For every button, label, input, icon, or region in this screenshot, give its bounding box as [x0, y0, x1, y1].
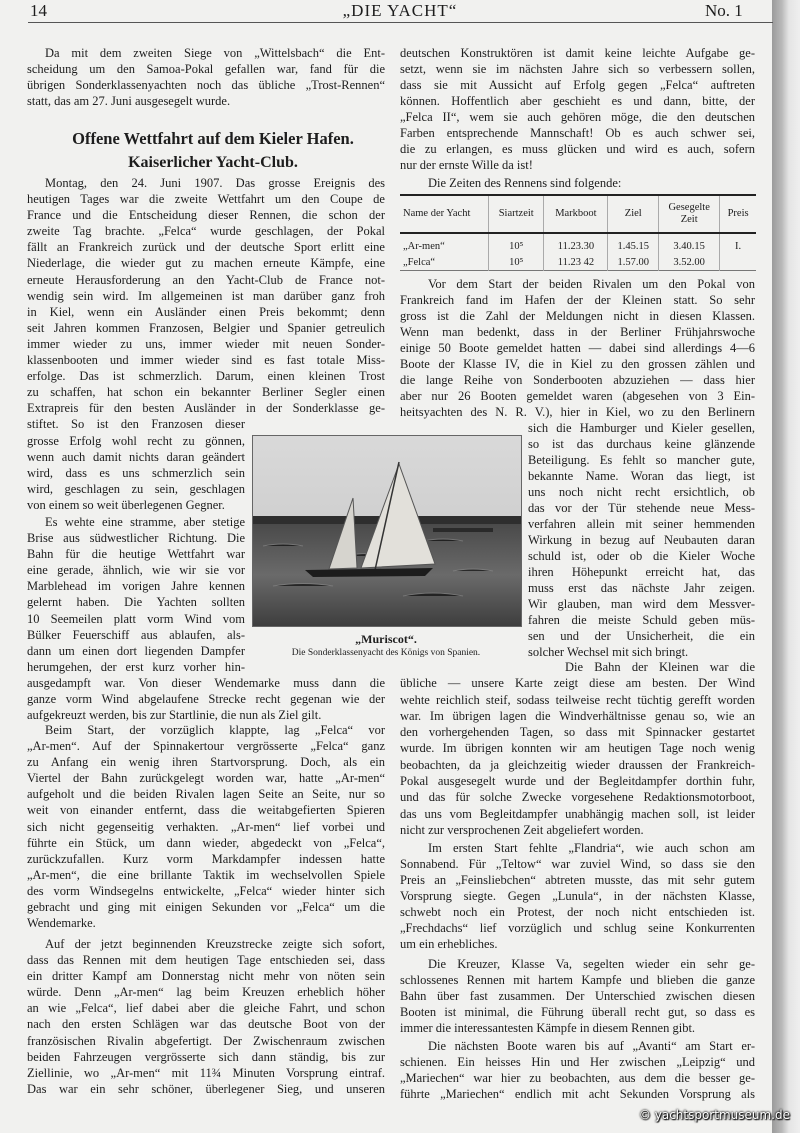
text-line: klassenbooten und immer wieder sind es fast totale Miss- — [27, 353, 385, 368]
text-line: Booten ist minimal, die Führung überall recht gut, so dass es — [400, 1005, 755, 1019]
text-line: „Ar-men“. Auf der Spinnakertour vergrösserte „Felca“ ganz — [27, 739, 385, 754]
text-line: verfahren allein mit seiner hemmenden — [528, 517, 755, 531]
text-line: wurde. Im übrigen konnten wir am heutigen Tage noch wenig — [400, 741, 755, 756]
text-line: uns noch nicht recht ersichtlich, ob — [528, 485, 755, 499]
text-line: schwebt noch ein Protest, der noch nicht entschieden ist. — [400, 905, 755, 919]
text-line: Viertel der Bahn zurückgelegt worden war, hatte „Ar-men“ — [27, 771, 385, 786]
markboat-time: 11.23 42 — [544, 254, 608, 271]
text-line: aber nur 26 Booten gemeldet waren (abgesehen von 3 Ein- — [400, 389, 755, 403]
text-line: zweite Tag brachte. „Felca“ wurde geschlagen, der Pokal — [27, 224, 385, 239]
text-line: „Mariechen“ war hier zu beobachten, aus dem die besser ge- — [400, 1071, 755, 1085]
issue-number: No. 1 — [705, 1, 743, 20]
text-line: Beim Start, der vorzüglich klappte, lag „Felca“ vor — [45, 723, 385, 737]
table-row — [400, 233, 756, 254]
text-line: bekannte Name. Woran das liegt, ist — [528, 469, 755, 483]
text-line: ein dritter Kampf am Donnerstag nicht mehr von nöten sein — [27, 969, 385, 984]
text-line: Wirkung in bezug auf Neubauten daran — [528, 533, 755, 547]
text-line: beobachten, da ja gleichzeitig wieder draussen der Frankreich- — [400, 757, 755, 772]
text-line: nur der ernste Wille da ist! — [400, 158, 533, 172]
text-line: übliche — unsere Karte zeigt diese am besten. Der Wind — [400, 676, 755, 691]
text-line: „Ar-men“, die eine brillante Taktik im wechselvollen Spiele — [27, 867, 385, 882]
text-line: scheidung um den Samoa-Pokal gefallen war, fand für die — [27, 62, 385, 77]
text-line: solcher Wechsel mit sich bringt. — [528, 645, 689, 659]
text-line: Sonnabend. Für „Teltow“ war zuviel Wind, so dass sie den — [400, 857, 755, 871]
text-line: wird, dass es uns schmerzlich sein — [27, 465, 245, 480]
text-line: Im ersten Start fehlte „Flandria“, wie auch schon am — [428, 841, 755, 855]
text-line: die lange Reihe von Sonderbooten abzuziehen — dass hier — [400, 373, 755, 387]
text-line: in Kiel, wenn ein Ausländer einen Preis bekommt; denn — [27, 304, 385, 319]
finish-time: 1.45.15 — [608, 233, 659, 254]
text-line: Marblehead im vorigen Jahre kennen — [27, 579, 245, 594]
text-line: sich die Hamburger und Kieler gesellen, — [528, 421, 755, 435]
text-line: zu schaffen, hat schon ein bekannter Berliner Segler einen — [27, 385, 385, 400]
finish-time: 1.57.00 — [608, 254, 659, 271]
text-line: fahren die meiste Schuld geben müs- — [528, 613, 755, 627]
text-line: sich nicht gegenseitig verhakten. „Ar-men“ lief vorbei und — [27, 819, 385, 834]
paragraph — [27, 936, 385, 1097]
copyright-watermark: © yachtsportmuseum.de — [638, 1108, 790, 1122]
text-line: einige 50 Boote gemeldet hatten — dabei sind allerdings 4—6 — [400, 341, 755, 355]
text-line: immer wieder zu uns, immer wieder mit neuen Sonder- — [27, 336, 385, 351]
table-intro: Die Zeiten des Rennens sind folgende: — [428, 176, 622, 190]
text-line: wendig sein wird. Im allgemeinen ist man darüber ganz froh — [27, 288, 385, 303]
column-header: Markboot — [544, 195, 608, 233]
text-line: Die Bahn der Kleinen war die — [565, 660, 755, 674]
text-line: statt, das am 27. Juni ausgesegelt wurde. — [27, 94, 231, 109]
text-line: Niederlage, die wieder gut zu machen erneute Kämpfe, eine — [27, 256, 385, 271]
text-line: erneute Herausforderung an den Yacht-Club de France not- — [27, 272, 385, 287]
text-line: „Felca II“, wem sie auch gehören möge, die den deutschen — [400, 110, 755, 124]
page-gutter — [772, 0, 800, 1133]
text-line: herumgehen, der erst kurz vorher hin- — [27, 659, 245, 674]
results-table — [400, 194, 756, 271]
text-line: setzt, wenn sie im nächsten Jahre sich so verbessern sollen, — [400, 62, 755, 76]
paragraph — [400, 1038, 755, 1102]
paragraph — [400, 956, 755, 1036]
text-line: übrigen Sonderklassenyachten noch das übliche „Trost-Rennen“ — [27, 78, 385, 93]
text-line: führte „Mariechen“ endlich mit acht Sekunden Vorsprung als — [400, 1087, 755, 1101]
text-line: nicht zur versprochenen Zeit abgeliefert worden. — [400, 822, 644, 837]
text-line: Boote der Klasse IV, die in Kiel zu den grossen zählen und — [400, 357, 755, 371]
text-line: Montag, den 24. Juni 1907. Das grosse Ereignis des — [45, 176, 385, 190]
text-line: 10 Seemeilen platt vorm Wind vom — [27, 611, 245, 626]
paragraph — [400, 276, 755, 660]
text-line: Farben entsprechende Mannschaft! Ob es auch schwer sei, — [400, 126, 755, 140]
text-line: deutschen Konstruktören ist damit keine leichte Aufgabe ge- — [400, 46, 755, 60]
text-line: können. Hoffentlich aber geschieht es und dann, bitte, der — [400, 94, 755, 108]
text-line: weit von einander entfernt, dass die weitabgefierten Spieren — [27, 803, 385, 818]
text-line: Bahn für die heutige Wettfahrt war — [27, 547, 245, 562]
text-line: Beteiligung. Es fehlt so mancher gute, — [528, 453, 755, 467]
text-line: seit Jahren kommen Franzosen, Belgier und Spanier getreulich — [27, 320, 385, 335]
text-line: gross ist die Zahl der Meldungen nicht in diesen Klassen. — [400, 309, 755, 323]
text-line: erfolge. Das ist schmerzlich. Darum, einen kleinen Trost — [27, 369, 385, 384]
yacht-name: „Ar-men“ — [403, 240, 445, 252]
text-line: schienen. Ein heisses Hin und Her zwischen „Leipzig“ und — [400, 1055, 755, 1069]
prize: I. — [720, 233, 756, 254]
text-line: heitsyachten des N. R. V.), hier in Kiel, wo zu den Berlinern — [400, 405, 755, 419]
text-line: führte ein Stück, um dann wieder, abgedeckt von „Felca“, — [27, 835, 385, 850]
text-line: Preis an „Feinsliebchen“ abtreten musste, das mit sehr gutem — [400, 873, 755, 887]
text-line: wenn auch damit nichts daran geändert — [27, 449, 245, 464]
sailed-time: 3.52.00 — [659, 254, 720, 271]
text-line: „Frechdachs“ lief vorzüglich und schlug seine Konkurrenten — [400, 921, 755, 935]
prize — [720, 254, 756, 271]
text-line: Vorsprung siegte. Gegen „Lunula“, in der nächsten Klasse, — [400, 889, 755, 903]
text-line: war. Im übrigen lagen die Windverhältnisse genau so, wie an — [400, 708, 755, 723]
text-line: Frankreich fand im Hafen der der Kleinen statt. So sehr — [400, 293, 755, 307]
text-line: das vor der Tür stehende neue Mess- — [528, 501, 755, 515]
text-line: aufgekreuzt werden, bis zur Startlinie, die nun als Ziel gilt. — [27, 708, 322, 723]
text-line: gebracht und ging mit einigen Sekunden vor „Felca“ um die — [27, 900, 385, 915]
text-line: dass das Rennen mit dem heutigen Tage entschieden sei, dass — [27, 953, 385, 968]
text-line: Bahn über fast zusammen. Der Unterschied zwischen diesen — [400, 989, 755, 1003]
text-line: Die nächsten Boote waren bis auf „Avanti“ am Start er- — [428, 1039, 755, 1053]
text-line: Ziellinie, wo „Ar-men“ mit 11¾ Minuten Vorsprung eintraf. — [27, 1065, 385, 1080]
sailed-time: 3.40.15 — [659, 233, 720, 254]
text-line: stiftet. So ist den Franzosen dieser — [27, 417, 245, 432]
journal-title: „DIE YACHT“ — [342, 1, 458, 20]
text-line: Die Kreuzer, Klasse Va, segelten wieder ein sehr ge- — [428, 957, 755, 971]
column-header: Siartzeit — [489, 195, 544, 233]
figure-caption-title: „Muriscot“. — [355, 632, 417, 646]
article-heading: Offene Wettfahrt auf dem Kieler Hafen. — [72, 129, 354, 148]
text-line: Brise aus südwestlicher Richtung. Die — [27, 531, 245, 546]
paragraph — [400, 659, 755, 838]
paragraph — [27, 722, 385, 931]
text-line: Das war ein sehr schöner, überlegener Sieg, und unseren — [27, 1081, 385, 1096]
text-line: französischen Rivalin abgefertigt. Der Zwischenraum zwischen — [27, 1033, 385, 1048]
text-line: beiden Fahrzeugen vergrösserte sich dann ständig, bis zur — [27, 1049, 385, 1064]
text-line: die zu erlangen, es muss glücken und wird es auch, sofern — [400, 142, 755, 156]
markboat-time: 11.23.30 — [544, 233, 608, 254]
text-line: Da mit dem zweiten Siege von „Wittelsbach“ die Ent- — [45, 46, 385, 60]
text-line: Wenn man bedenkt, dass in der Berliner Frühjahrswoche — [400, 325, 755, 339]
article-subheading: Kaiserlicher Yacht-Club. — [128, 154, 298, 171]
text-line: an wie „Felca“, lief dabei aber die gleiche Fahrt, und schon — [27, 1001, 385, 1016]
text-line: eine gerade, ähnlich, wie wir sie vor — [27, 563, 245, 578]
text-line: ganze vorm Wind abgelaufene Strecke recht gegenan wie der — [27, 692, 385, 707]
start-time: 10⁵ — [489, 233, 544, 254]
text-line: Extrapreis für den besten Ausländer in der Sonderklasse ge- — [27, 401, 385, 416]
text-line: so ist das durchaus keine glänzende — [528, 437, 755, 451]
text-line: das uns vom Begleitdampfer unabhängig machen soll, ist leider — [400, 806, 755, 821]
text-line: nach den ersten Schlägen war das deutsche Boot von der — [27, 1017, 385, 1032]
text-line: Vor dem Start der beiden Rivalen um den Pokal von — [428, 277, 755, 291]
text-line: von einem so weit überlegenen Gegner. — [27, 497, 225, 512]
column-header: Gesegelte Zeit — [659, 195, 720, 233]
text-line: Auf der jetzt beginnenden Kreuzstrecke zeigte sich sofort, — [45, 937, 385, 951]
text-line: Wendemarke. — [27, 916, 96, 931]
paragraph — [27, 45, 385, 109]
text-line: sen und der Unsicherheit, die ein — [528, 629, 755, 643]
text-line: muss erst das nächste Jahr zeigen. — [528, 581, 755, 595]
paragraph — [400, 45, 755, 173]
text-line: um ein erhebliches. — [400, 937, 498, 951]
yacht-name: „Felca“ — [403, 256, 436, 268]
text-line: immer die interessantesten Kämpfe in diesem Rennen gibt. — [400, 1021, 696, 1035]
text-line: aufgeholt und die beiden Rivalen lagen Seite an Seite, nur so — [27, 787, 385, 802]
column-header: Preis — [720, 195, 756, 233]
text-line: ihren Höhepunkt erreicht hat, das — [528, 565, 755, 579]
text-line: zurückzufallen. Kurz vorm Markdampfer indessen hatte — [27, 851, 385, 866]
page-number: 14 — [30, 1, 47, 20]
text-line: dass sie mit Aussicht auf Erfolg gegen „Felca“ auftreten — [400, 78, 755, 92]
table-row — [400, 254, 756, 271]
text-line: schuld ist, oder ob die Kieler Woche — [528, 549, 755, 563]
text-line: schlossenes Rennen mit hartem Kampfe und blieben die ganze — [400, 973, 755, 987]
text-line: zu Anfang ein wenig ihren Startvorsprung. Doch, als ein — [27, 755, 385, 770]
text-line: Wir glauben, man wird dem Messver- — [528, 597, 755, 611]
text-line: fällt an Frankreich zurück und der deutsche Sport erlitt eine — [27, 240, 385, 255]
text-line: Es wehte eine stramme, aber stetige — [45, 515, 245, 529]
text-line: ausgedampft war. Von dieser Wendemarke muss dann die — [27, 675, 385, 690]
text-line: des vorm Windsegelns entwickelte, „Felca“ wieder hinter sich — [27, 883, 385, 898]
text-line: wird, geschlagen zu sein, geschlagen — [27, 481, 245, 496]
header-rule — [28, 22, 773, 23]
start-time: 10⁵ — [489, 254, 544, 271]
text-line: gelernt haben. Die Yachten sollten — [27, 595, 245, 610]
text-line: dann um einen dort liegenden Dampfer — [27, 643, 245, 658]
text-line: Pokal ausgesegelt wurde und der Begleitdampfer dorthin fuhr, — [400, 774, 755, 789]
figure-caption: Die Sonderklassenyacht des Königs von Spanien. — [291, 648, 481, 658]
text-line: würde. Denn „Ar-men“ lag beim Kreuzen erheblich höher — [27, 985, 385, 1000]
table-header-row — [400, 195, 756, 233]
column-header: Ziel — [608, 195, 659, 233]
text-line: wehte reichlich steif, sodass teilweise recht tüchtig gerefft worden — [400, 692, 755, 707]
text-line: grosse Erfolg wohl recht zu gönnen, — [27, 433, 245, 448]
paragraph — [400, 840, 755, 952]
text-line: France und die Entscheidung dieser Rennen, die schon der — [27, 208, 385, 223]
text-line: heutigen Tages war die zweite Wettfahrt um den Coupe de — [27, 192, 385, 207]
text-line: Bülker Feuerschiff aus ablaufen, als- — [27, 627, 245, 642]
text-line: den vorhergehenden Tagen, so dass mit Spinnacker gestartet — [400, 725, 755, 740]
column-header: Name der Yacht — [400, 195, 489, 233]
text-line: und das für solche Zwecke vorgesehene Redaktionsmotorboot, — [400, 790, 755, 805]
